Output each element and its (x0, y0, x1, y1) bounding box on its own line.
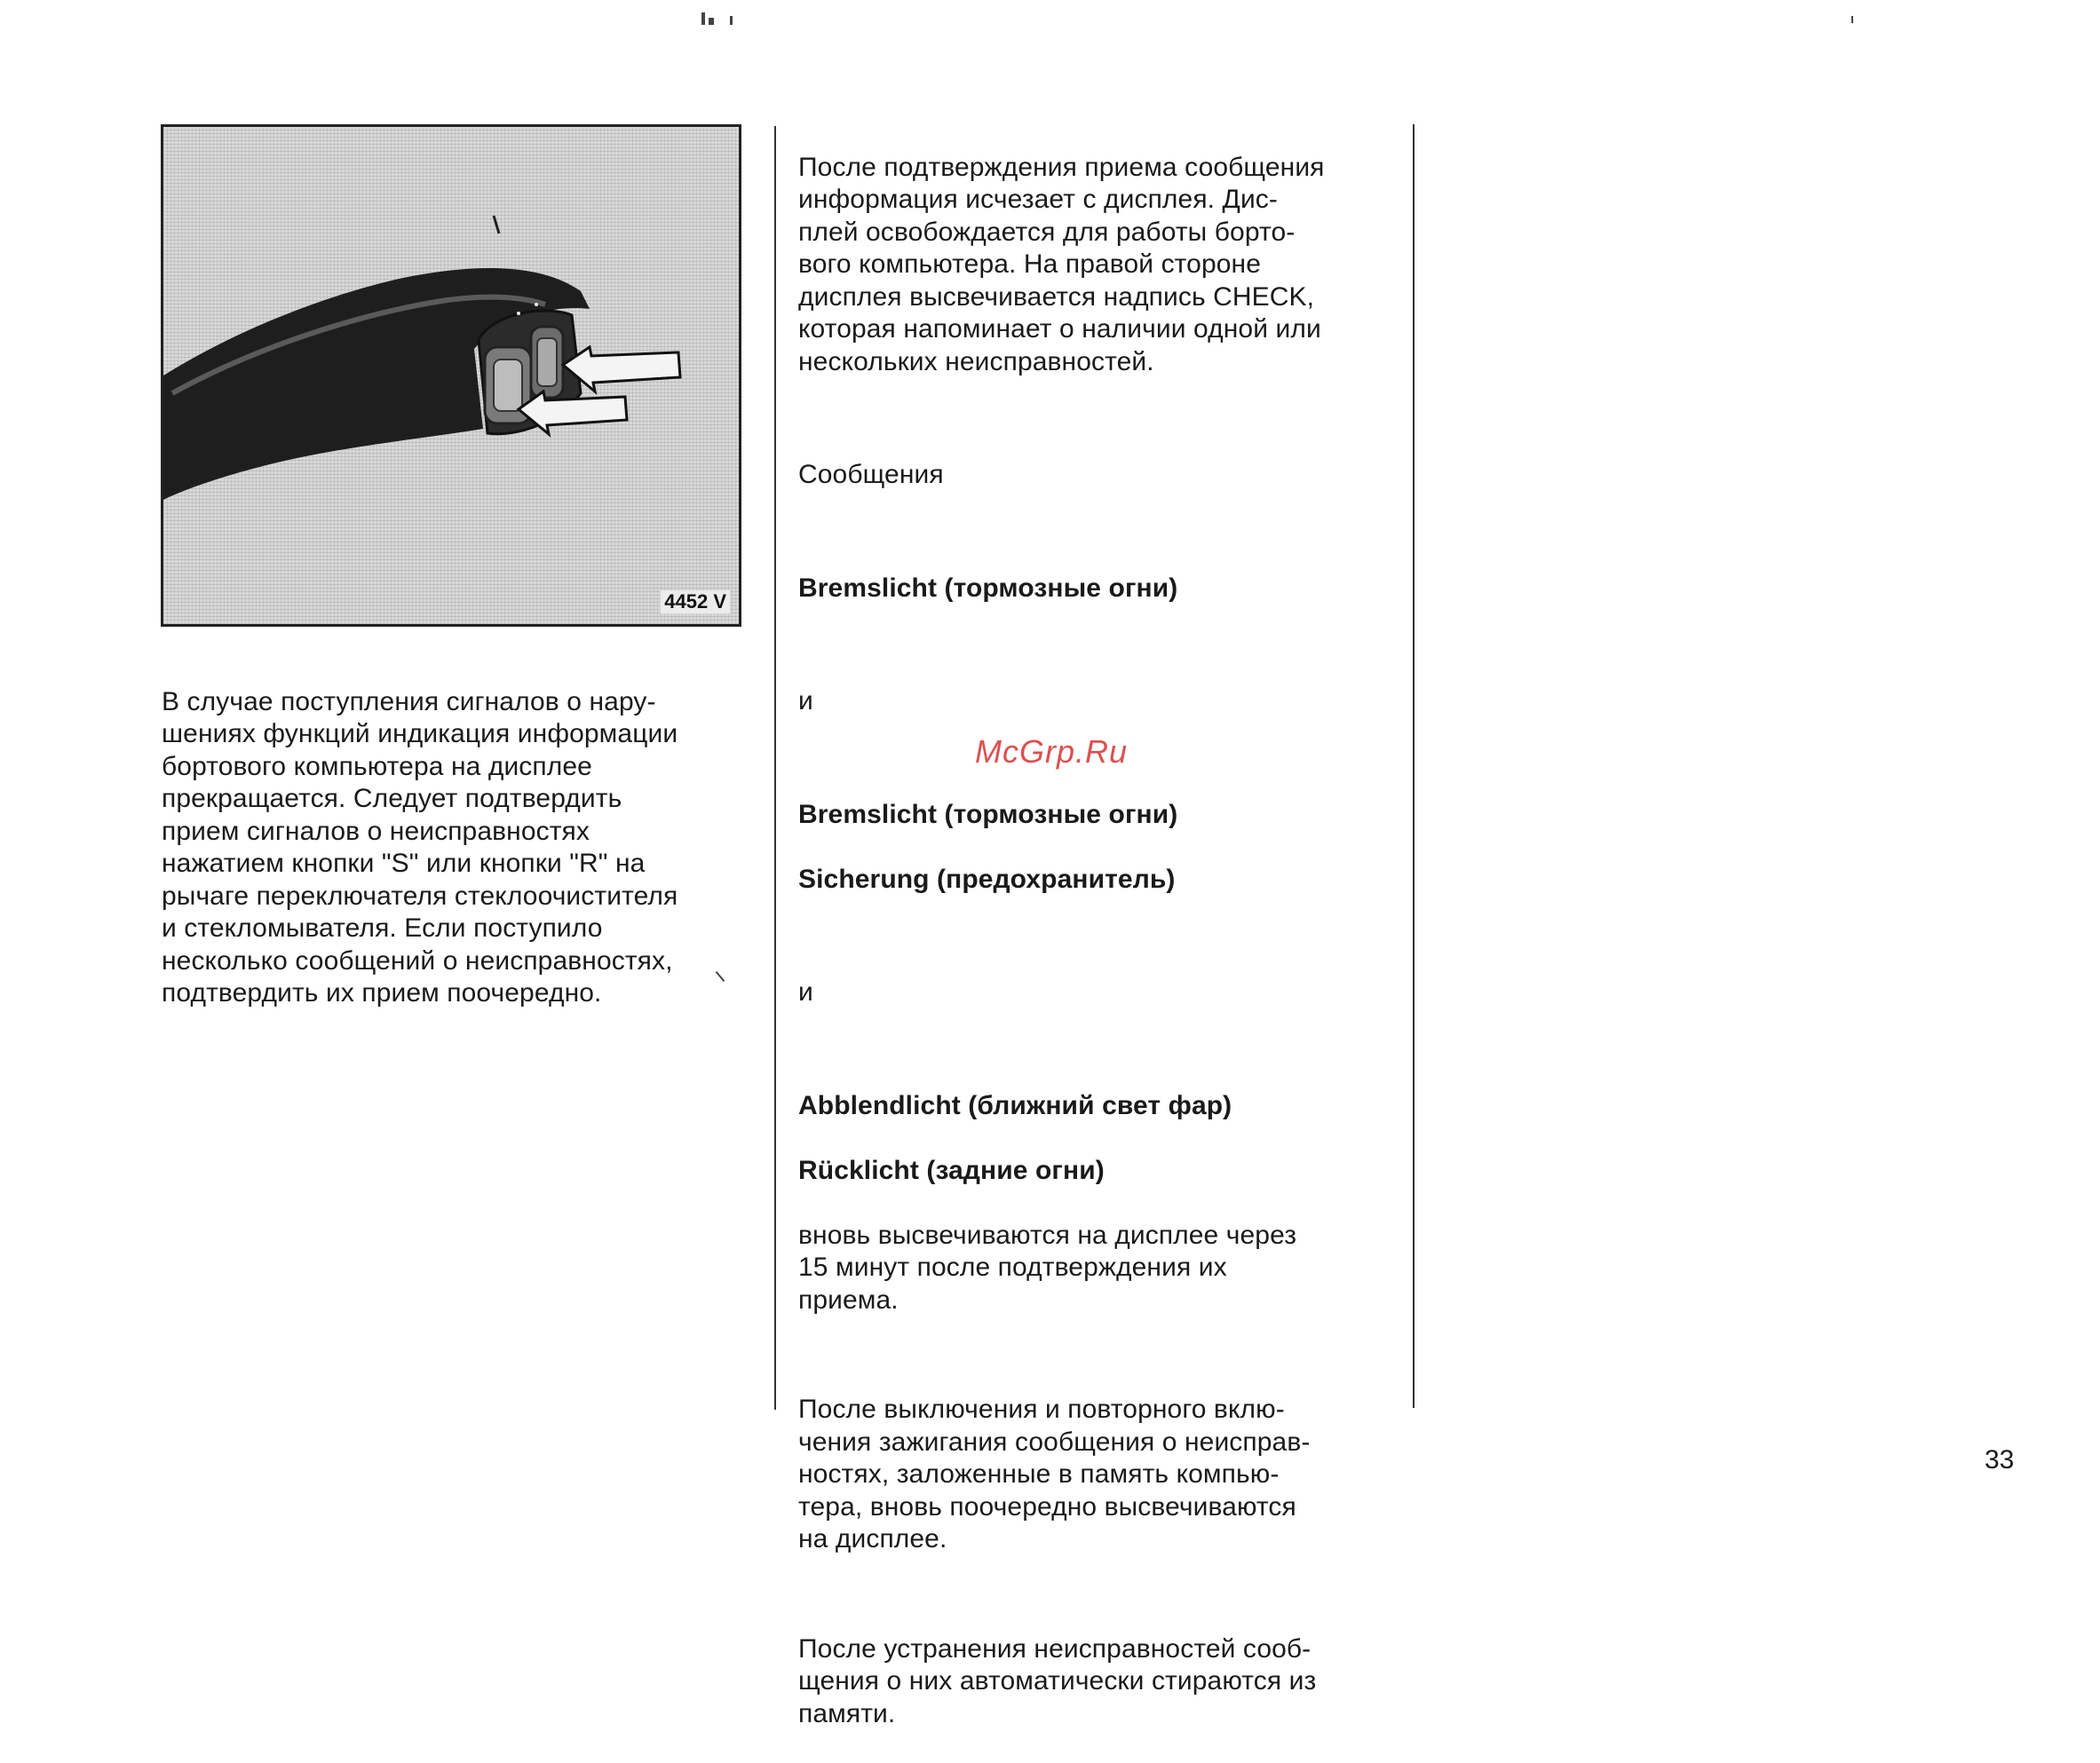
page-number: 33 (1985, 1445, 2015, 1474)
restart-paragraph: После выключения и повторного вклю- чения зажигания сообщения о неисправ- ностях, заложенные в память компью- тера, вновь поочередно высвечиваются на дисплее. (798, 1395, 1311, 1553)
message-low-beam: Abblendlicht (ближний свет фар) (798, 1090, 1232, 1120)
lever-illustration (161, 124, 741, 627)
middle-column (798, 119, 1384, 1763)
watermark: McGrp.Ru (975, 733, 1129, 770)
message-rear-lights: Rücklicht (задние огни) (798, 1155, 1105, 1185)
column-divider-right (1413, 124, 1415, 1408)
messages-heading: Сообщения (798, 460, 944, 489)
warning-paragraph: В случае поступления сигналов о нару- шениях функций индикация информации бортового компьютера на дисплее прекращается. Следует подтвердить прием сигналов о неисправностях нажатием кнопки "S" или кнопки "R" на рычаге переключателя стеклоочистителя и стекломывателя. Если поступило несколько сообщений о неисправностях, подтвердить их прием поочередно. (162, 686, 678, 1008)
scan-speck (730, 16, 733, 25)
wiper-lever-buttons-icon (163, 127, 739, 624)
reappear-paragraph: вновь высвечиваются на дисплее через 15 минут после подтверждения их приема. (798, 1220, 1297, 1315)
scan-speck (709, 18, 714, 25)
column-divider-left (774, 126, 776, 1410)
scan-speck (1851, 16, 1853, 23)
clear-paragraph: После устранения неисправностей сооб- щения о них автоматически стираются из памяти. (798, 1633, 1317, 1728)
figure-label: 4452 V (661, 590, 730, 613)
scan-speck (701, 12, 705, 25)
message-fuse: Sicherung (предохранитель) (798, 864, 1176, 894)
message-brake-light: Bremslicht (тормозные огни) (798, 573, 1178, 603)
intro-paragraph: После подтверждения приема сообщения информация исчезает с дисплея. Дис- плей освобождается для работы борто- вого компьютера. На правой стороне дисплея высвечивается надпись CHECK, которая напоминает о наличии одной или нескольких неисправностей. (798, 152, 1325, 376)
left-column (162, 653, 748, 1042)
message-brake-light-2: Bremslicht (тормозные огни) (798, 799, 1178, 829)
conjunction-and: и (798, 977, 813, 1007)
conjunction-and: и (798, 686, 813, 715)
